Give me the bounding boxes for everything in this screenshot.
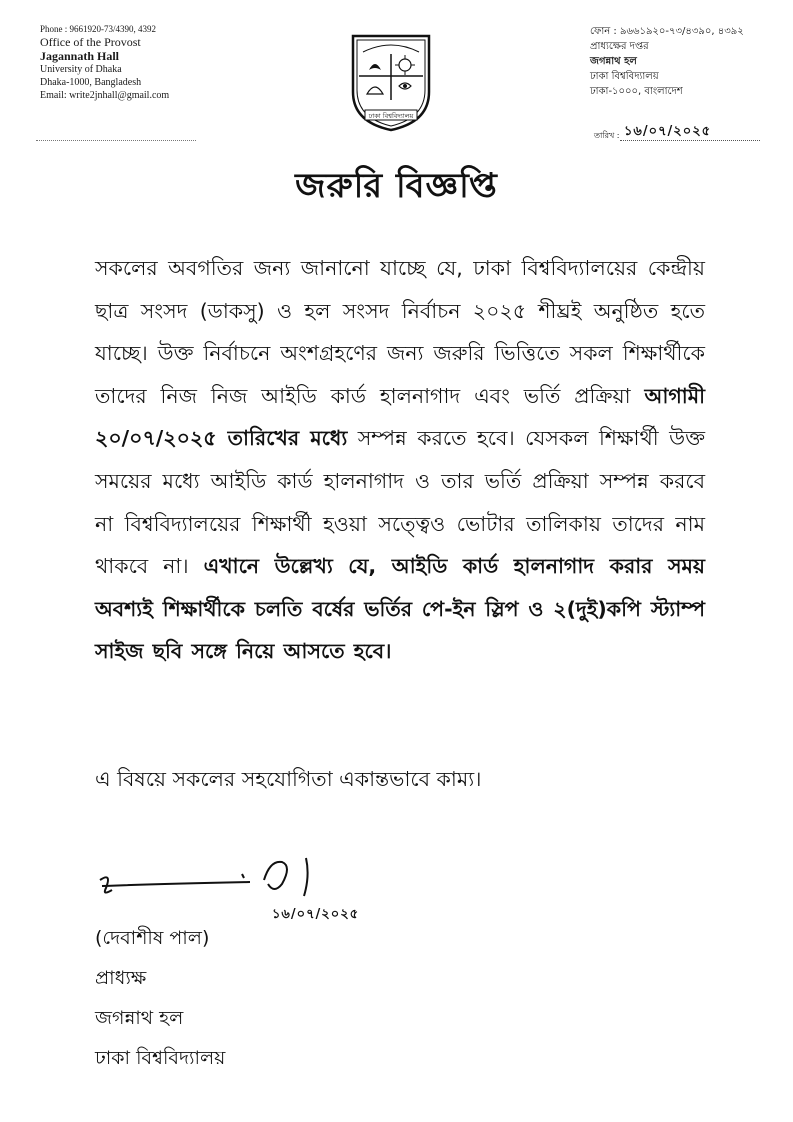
university-crest-icon [343,30,439,134]
signatory-hall: জগন্নাথ হল [95,1007,184,1029]
date-underline [620,140,760,141]
notice-closing: এ বিষয়ে সকলের সহযোগিতা একান্তভাবে কাম্য। [95,767,482,791]
letterhead-bangla [590,24,765,99]
letterhead-phone: Phone : 9661920-73/4390, 4392 [40,24,156,34]
letterhead-hall: Jagannath Hall [40,49,120,63]
date-label: তারিখ : [594,131,620,140]
signatory-designation: প্রাধ্যক্ষ [95,967,147,989]
signature-date: ১৬/০৭/২০২৫ [272,907,360,922]
letterhead-address: Dhaka-1000, Bangladesh [40,77,142,88]
notice-body [95,247,705,673]
letterhead-university: University of Dhaka [40,64,122,75]
signatory-block [95,918,225,1078]
handwritten-signature [92,850,332,910]
letterhead-date-row [594,122,764,142]
signatory-university: ঢাকা বিশ্ববিদ্যালয় [95,1047,226,1069]
notice-emphasis: এখানে উল্লেখ্য যে, আইডি কার্ড হালনাগাদ করার সময় অবশ্যই শিক্ষার্থীকে চলতি বর্ষের ভর্তির পে-ইন স্লিপ ও ২(দুই)কপি স্ট্যাম্প সাইজ ছবি সঙ্গে নিয়ে আসতে হবে। [95,554,705,664]
notice-title: জরুরি বিজ্ঞপ্তি [295,166,498,206]
letterhead-bn-address: ঢাকা-১০০০, বাংলাদেশ [590,86,683,97]
issue-date: ১৬/০৭/২০২৫ [624,124,712,139]
notice-body-text: সকলের অবগতির জন্য জানানো যাচ্ছে যে, ঢাকা বিশ্ববিদ্যালয়ের কেন্দ্রীয় ছাত্র সংসদ (ডাকসু) ও হল সংসদ নির্বাচন ২০২৫ শীঘ্রই অনুষ্ঠিত হতে যাচ্ছে। উক্ত নির্বাচনে অংশগ্রহণের জন্য জরুরি ভিত্তিতে সকল শিক্ষার্থীকে তাদের নিজ নিজ আইডি কার্ড হালনাগাদ এবং ভর্তি প্রক্রিয়া [95,256,705,408]
signatory-name: (দেবাশীষ পাল) [95,927,210,949]
emblem-text: ঢাকা বিশ্ববিদ্যালয় [368,112,414,120]
letterhead-bn-office: প্রাধ্যক্ষের দপ্তর [590,41,649,52]
letterhead-bn-university: ঢাকা বিশ্ববিদ্যালয় [590,71,659,82]
letterhead-office: Office of the Provost [40,35,141,49]
letterhead-email: Email: write2jnhall@gmail.com [40,90,170,101]
notice-deadline: আগামী ২০/০৭/২০২৫ তারিখের মধ্যে [95,383,705,451]
letterhead-english [40,24,210,102]
letterhead-bn-phone: ফোন : ৯৬৬১৯২০-৭৩/৪৩৯০, ৪৩৯২ [590,26,744,37]
notice-body-continued: সম্পন্ন করতে হবে। যেসকল শিক্ষার্থী উক্ত সময়ের মধ্যে আইডি কার্ড হালনাগাদ ও তার ভর্তি প্রক্রিয়া সম্পন্ন করবে না বিশ্ববিদ্যালয়ের শিক্ষার্থী হওয়া সত্ত্বেও ভোটার তালিকায় তাদের নাম থাকবে না। [95,426,705,579]
letterhead-divider [36,140,196,141]
letterhead-bn-hall: জগন্নাথ হল [590,56,637,67]
